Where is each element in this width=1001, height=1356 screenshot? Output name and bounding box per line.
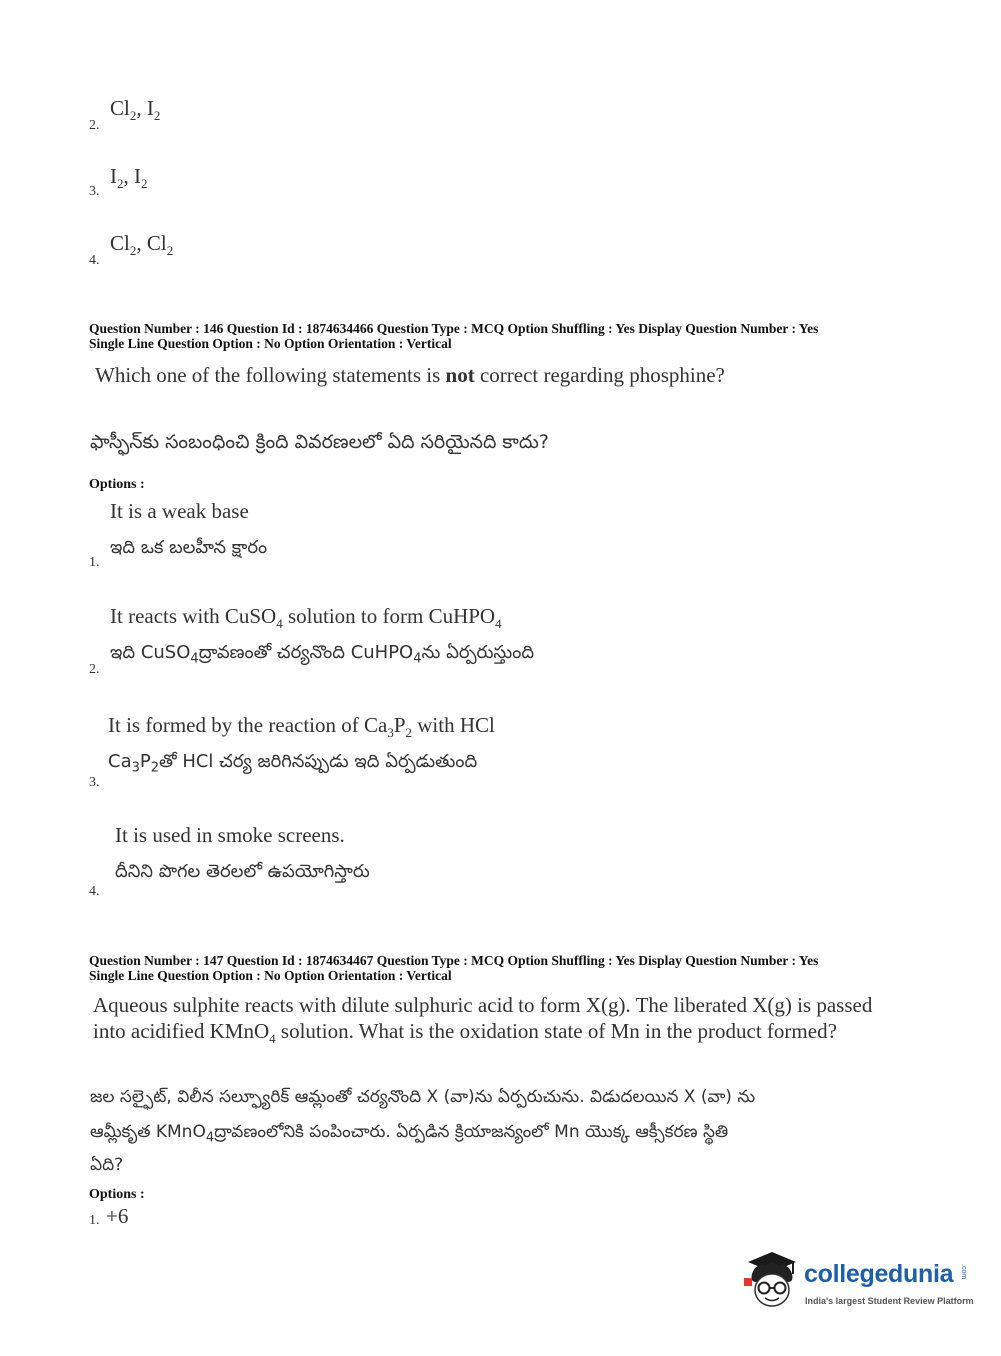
option-text: It is used in smoke screens. [115,823,345,847]
options-label: Options : [89,477,145,492]
option-number: 2. [89,118,100,133]
question-text-line1: Aqueous sulphite reacts with dilute sulphuric acid to form X(g). The liberated X(g) is passed [93,993,873,1017]
question-text-line2: into acidified KMnO$_4$ solution. What is the oxidation state of Mn in the product formed? [93,1019,837,1047]
option-number: 2. [89,662,100,677]
option-number: 3. [89,184,100,199]
option-number: 1. [89,555,100,570]
question-meta-line2: Single Line Question Option : No Option Orientation : Vertical [89,968,452,983]
question-meta-line2: Single Line Question Option : No Option Orientation : Vertical [89,336,452,351]
question-text: Which one of the following statements is not correct regarding phosphine? [95,363,725,387]
option-number: 1. [89,1213,100,1228]
question-meta-line1: Question Number : 147 Question Id : 1874634467 Question Type : MCQ Option Shuffling : Yes Display Question Number : Yes [89,953,819,968]
logo-tagline: India's largest Student Review Platform [805,1296,974,1306]
question-text-telugu-line3: ఏది? [90,1155,124,1175]
option-formula: $Cl_2$, $I_2$ [110,96,161,124]
option-number: 4. [89,884,100,899]
options-label: Options : [89,1187,145,1202]
option-text-telugu: ఇది ఒక బలహీన క్షారం [110,537,268,558]
logo-name: collegedunia [804,1260,954,1288]
option-text: It is a weak base [110,499,249,523]
option-text: It is formed by the reaction of $Ca_3P_2$ with HCl [108,713,495,741]
option-number: 3. [89,775,100,790]
option-text: It reacts with CuSO$_4$ solution to form CuHPO$_4$ [110,604,502,632]
option-text-telugu: ఇది CuSO$_4$ద్రావణంతో చర్యనొంది CuHPO$_4$ను ఏర్పరుస్తుంది [110,642,535,667]
option-formula: $Cl_2$, $Cl_2$ [110,231,174,259]
option-text: +6 [106,1204,129,1228]
question-text-telugu-line1: జల సల్ఫైట్, విలీన సల్ఫ్యూరిక్ ఆమ్లంతో చర్యనొంది X (వా)ను ఏర్పరుచును. విడుదలయిన X (వా) ను [90,1087,756,1107]
option-text-telugu: దీనిని పొగల తెరలలో ఉపయోగిస్తారు [115,861,370,882]
mascot-icon [742,1248,802,1310]
option-text-telugu: $Ca_3P_2తో$ HCl చర్య జరిగినప్పుడు ఇది ఏర్పడుతుంది [108,751,478,776]
option-number: 4. [89,253,100,268]
question-text-telugu: ఫాస్ఫీన్‌కు సంబంధించి క్రింది వివరణలలో ఏది సరియైనది కాదు? [90,431,549,453]
collegedunia-logo[interactable] [742,1248,972,1312]
question-text-telugu-line2: ఆమ్లీకృత KMnO$_4$ద్రావణంలోనికి పంపించారు. ఏర్పడిన క్రియాజన్యంలో Mn యొక్క ఆక్సీకరణ స్థితి [90,1122,729,1146]
question-meta-line1: Question Number : 146 Question Id : 1874634466 Question Type : MCQ Option Shuffling : Yes Display Question Number : Yes [89,321,819,336]
option-formula: $I_2$, $I_2$ [110,164,148,192]
logo-dotcom: .com [960,1264,967,1280]
